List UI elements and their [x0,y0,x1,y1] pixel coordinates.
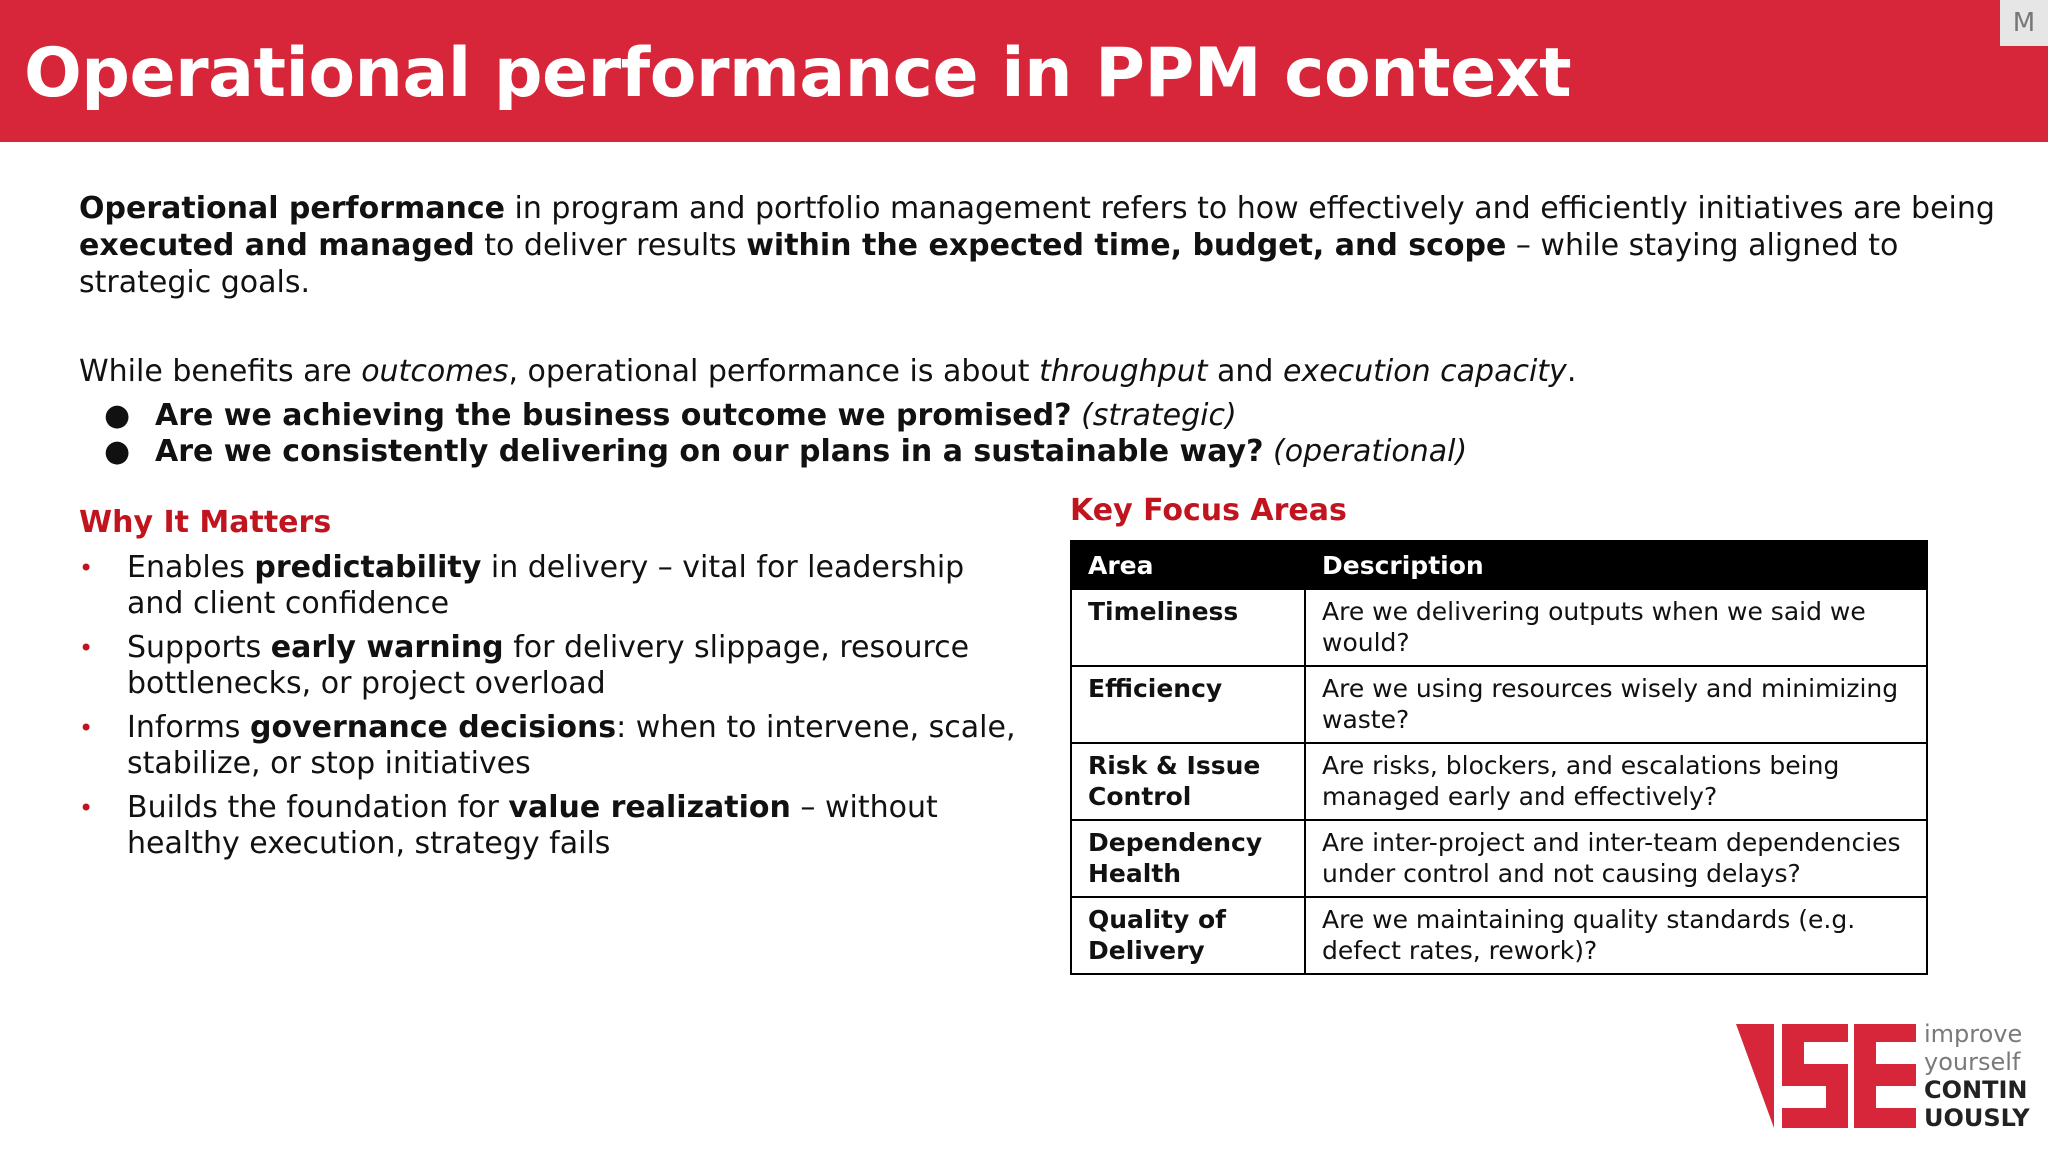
logo-block-right-stem [1854,1024,1876,1128]
definition-bold-2: within the expected time, budget, and scope [746,228,1507,263]
definition-text-1: in program and portfolio management refers to how effectively and efficiently initiatives are being [505,191,1995,226]
logo-block-bottom [1782,1108,1848,1128]
reason-bold: early warning [270,630,504,665]
table-cell-area: Risk & Issue Control [1071,743,1305,820]
reason-text: Enables [127,550,255,585]
logo-block-right-bottom [1876,1108,1916,1128]
table-cell-area: Quality of Delivery [1071,897,1305,974]
table-row [1071,666,1927,743]
logo-block-right-mid [1876,1064,1916,1086]
section-title: Why It Matters [79,505,332,540]
definition-term: Operational performance [79,191,505,226]
list-item [79,550,1019,622]
reason-bold: predictability [254,550,482,585]
comparison-text-3: and [1207,354,1283,389]
question-tag: (strategic) [1071,398,1237,433]
table-cell-area: Efficiency [1071,666,1305,743]
table-cell-description: Are risks, blockers, and escalations being managed early and effectively? [1305,743,1927,820]
bullet-icon: • [79,794,94,822]
table-row [1071,743,1927,820]
reason-text: in delivery – vital for leadership and client confidence [127,550,965,621]
question-list [79,398,1999,470]
reason-bold: value realization [508,790,791,825]
column-header-description: Description [1305,541,1927,589]
table-cell-description: Are inter-project and inter-team dependencies under control and not causing delays? [1305,820,1927,897]
list-item [79,398,1999,434]
section-title: Key Focus Areas [1070,493,1347,528]
brand-logo-text [1924,1020,2034,1132]
table-cell-description: Are we maintaining quality standards (e.g. defect rates, rework)? [1305,897,1927,974]
key-focus-areas-section [1070,493,1928,975]
reason-text: Informs [127,710,250,745]
logo-block-top [1782,1024,1848,1042]
reason-text: Builds the foundation for [127,790,509,825]
reason-text: for delivery slippage, resource bottlenecks, or project overload [127,630,970,701]
logo-block-middle [1782,1064,1848,1086]
comparison-italic-3: execution capacity [1282,354,1567,389]
logo-triangle-shape [1736,1024,1774,1128]
reason-bold: governance decisions [249,710,617,745]
table-row [1071,897,1927,974]
question-text: Are we achieving the business outcome we promised? [155,398,1072,433]
comparison-text-2: , operational performance is about [508,354,1040,389]
why-it-matters-section [79,505,1019,870]
table-header-row [1071,541,1927,589]
reason-list [79,550,1019,862]
intro-section [79,190,1999,470]
bullet-icon: • [79,634,94,662]
list-item [79,710,1019,782]
corner-badge: M [2000,0,2048,46]
comparison-paragraph [79,353,1999,390]
reason-text: – without healthy execution, strategy fails [127,790,938,861]
table-cell-area: Dependency Health [1071,820,1305,897]
title-bar [0,0,2048,142]
definition-bold-1: executed and managed [79,228,475,263]
comparison-italic-1: outcomes [361,354,509,389]
table-row [1071,820,1927,897]
bullet-icon: ● [104,434,131,469]
logo-block-right-top [1876,1024,1916,1042]
logo-line: UOUSLY [1924,1104,2030,1132]
logo-line: yourself [1924,1048,2021,1076]
list-item [79,630,1019,702]
definition-text-2: to deliver results [474,228,747,263]
reason-text: Supports [127,630,271,665]
list-item [79,434,1999,470]
logo-block-lower-right [1826,1086,1848,1108]
table-row [1071,589,1927,666]
table-cell-description: Are we using resources wisely and minimizing waste? [1305,666,1927,743]
question-tag: (operational) [1263,434,1468,469]
comparison-text-4: . [1566,354,1577,389]
logo-line: CONTIN [1924,1076,2028,1104]
bullet-icon: • [79,554,94,582]
logo-block-upper-left [1782,1042,1804,1064]
logo-line: improve [1924,1020,2023,1048]
focus-table [1070,540,1928,975]
table-cell-description: Are we delivering outputs when we said we would? [1305,589,1927,666]
comparison-text-1: While benefits are [79,354,362,389]
question-text: Are we consistently delivering on our plans in a sustainable way? [155,434,1264,469]
reason-text: : when to intervene, scale, stabilize, or stop initiatives [127,710,1016,781]
column-header-area: Area [1071,541,1305,589]
comparison-italic-2: throughput [1039,354,1208,389]
definition-paragraph [79,190,1999,301]
page-title: Operational performance in PPM context [24,34,1572,113]
bullet-icon: • [79,714,94,742]
definition-text-3: – while staying aligned to strategic goals. [79,228,1899,300]
table-cell-area: Timeliness [1071,589,1305,666]
bullet-icon: ● [104,398,131,433]
list-item [79,790,1019,862]
